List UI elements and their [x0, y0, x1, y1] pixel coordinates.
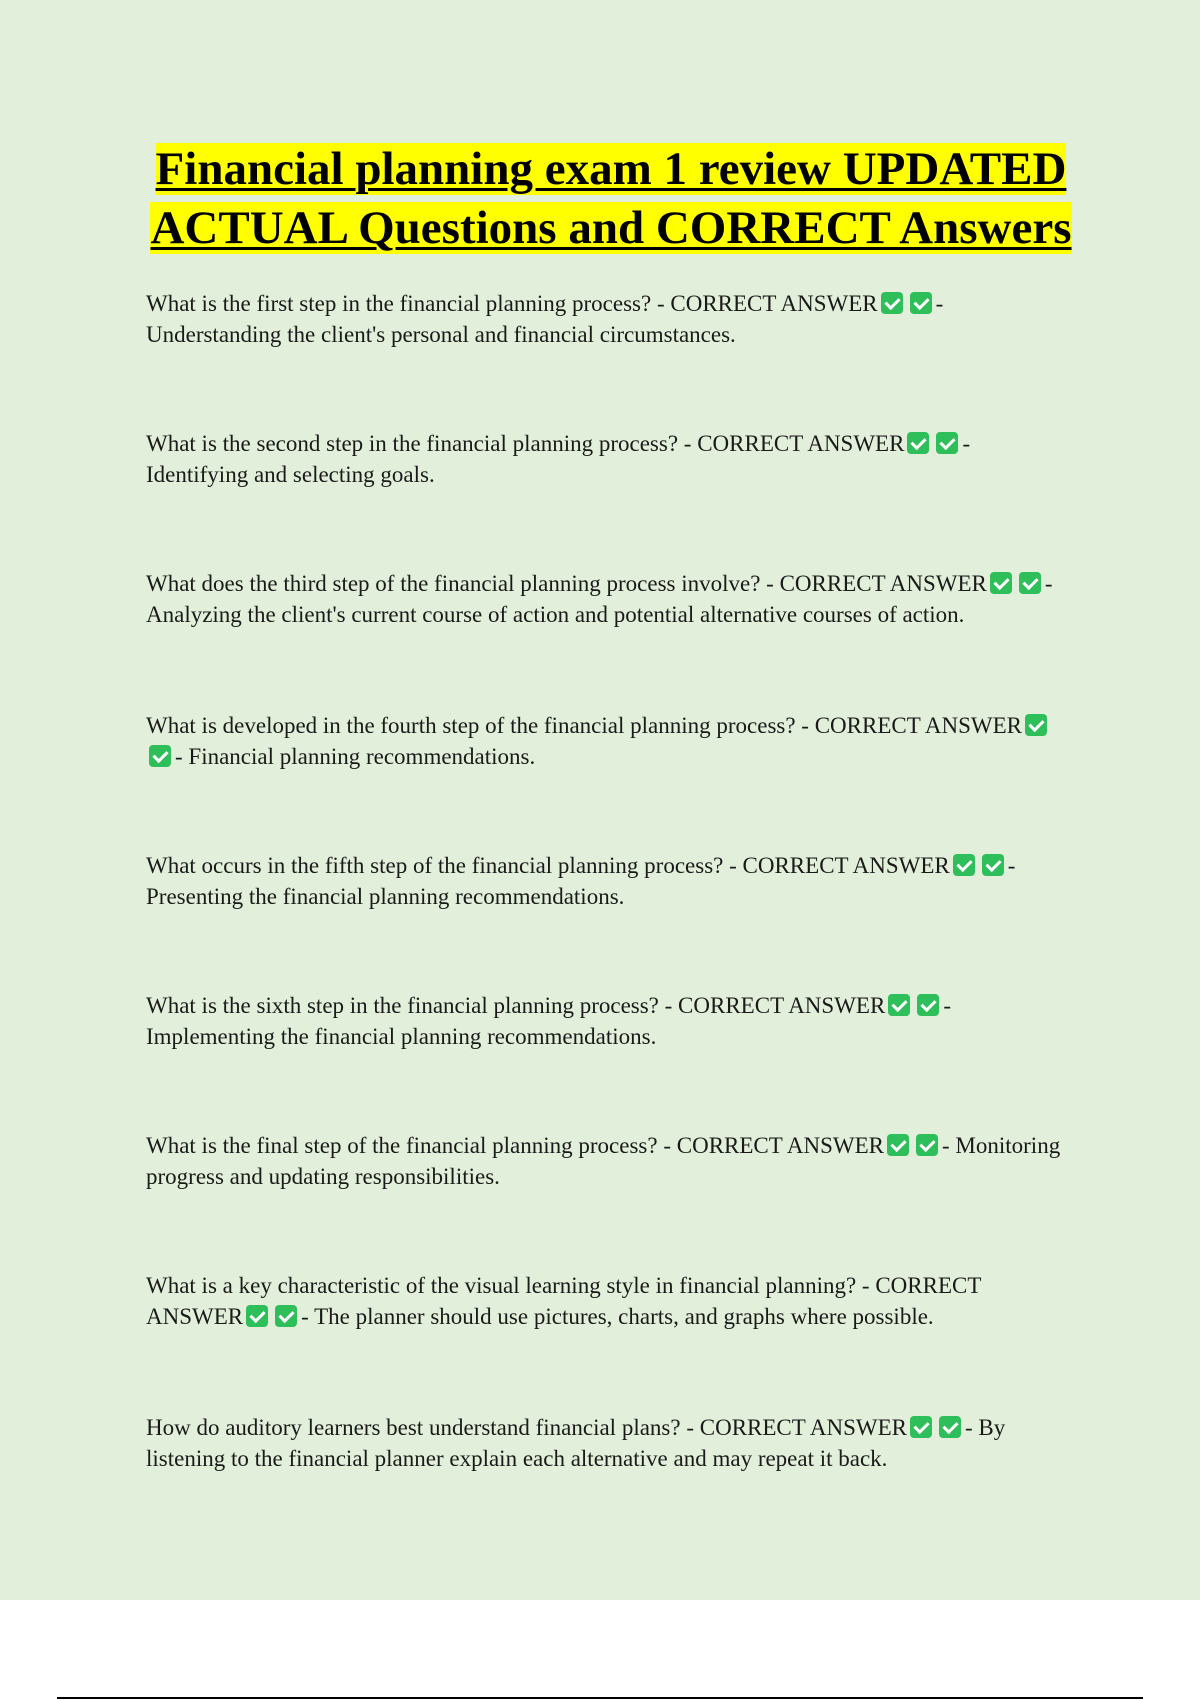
check-mark-icon [1019, 572, 1041, 594]
answer-text: - Understanding the client's personal and financial circumstances. [146, 291, 944, 347]
check-mark-icon [149, 745, 171, 767]
qa-item [146, 990, 1076, 1052]
footer-divider [57, 1697, 1143, 1699]
answer-text: - Identifying and selecting goals. [146, 431, 971, 487]
qa-item [146, 428, 1076, 490]
answer-text: - By listening to the financial planner explain each alternative and may repeat it back. [146, 1415, 1006, 1471]
answer-text: - Financial planning recommendations. [175, 744, 536, 769]
qa-list [146, 288, 1076, 1474]
question-text: What is the second step in the financial planning process? - CORRECT ANSWER [146, 431, 905, 456]
qa-item [146, 288, 1076, 350]
check-mark-icon [953, 854, 975, 876]
qa-item [146, 1130, 1076, 1192]
question-text: What is developed in the fourth step of the financial planning process? - CORRECT ANSWER [146, 713, 1022, 738]
check-mark-icon [275, 1305, 297, 1327]
question-text: What is the first step in the financial planning process? - CORRECT ANSWER [146, 291, 878, 316]
question-text: What is the sixth step in the financial planning process? - CORRECT ANSWER [146, 993, 886, 1018]
question-text: What does the third step of the financial planning process involve? - CORRECT ANSWER [146, 571, 987, 596]
check-mark-icon [990, 572, 1012, 594]
document-title [146, 140, 1076, 258]
check-mark-icon [907, 432, 929, 454]
title-text: Financial planning exam 1 review UPDATED ACTUAL Questions and CORRECT Answers [150, 143, 1072, 254]
qa-item [146, 1270, 1076, 1332]
check-mark-icon [881, 292, 903, 314]
qa-item [146, 850, 1076, 912]
check-mark-icon [1025, 714, 1047, 736]
question-text: What is a key characteristic of the visual learning style in financial planning? - CORRECT ANSWER [146, 1273, 981, 1329]
qa-item [146, 1412, 1076, 1474]
answer-text: - Implementing the financial planning recommendations. [146, 993, 951, 1049]
check-mark-icon [917, 994, 939, 1016]
check-mark-icon [910, 1416, 932, 1438]
check-mark-icon [910, 292, 932, 314]
answer-text: - The planner should use pictures, charts, and graphs where possible. [301, 1304, 934, 1329]
question-text: How do auditory learners best understand financial plans? - CORRECT ANSWER [146, 1415, 907, 1440]
qa-item [146, 568, 1076, 630]
check-mark-icon [916, 1134, 938, 1156]
answer-text: - Monitoring progress and updating responsibilities. [146, 1133, 1061, 1189]
check-mark-icon [939, 1416, 961, 1438]
check-mark-icon [887, 1134, 909, 1156]
question-text: What is the final step of the financial planning process? - CORRECT ANSWER [146, 1133, 884, 1158]
check-mark-icon [888, 994, 910, 1016]
answer-text: - Presenting the financial planning recommendations. [146, 853, 1016, 909]
qa-item [146, 710, 1076, 772]
check-mark-icon [936, 432, 958, 454]
question-text: What occurs in the fifth step of the financial planning process? - CORRECT ANSWER [146, 853, 950, 878]
check-mark-icon [982, 854, 1004, 876]
answer-text: - Analyzing the client's current course of action and potential alternative courses of action. [146, 571, 1053, 627]
check-mark-icon [246, 1305, 268, 1327]
document-content [146, 140, 1076, 1474]
